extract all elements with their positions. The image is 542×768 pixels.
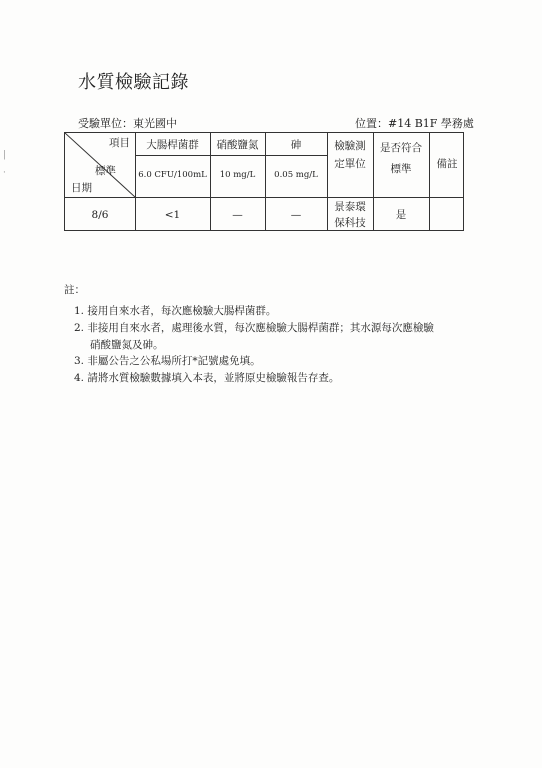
- note-item: 1. 接用自來水者，每次應檢驗大腸桿菌群。: [74, 305, 277, 317]
- col-header-arsenic: 砷: [290, 139, 302, 151]
- row-value-arsenic: —: [290, 209, 302, 221]
- note-item: 4. 請將水質檢驗數據填入本表，並將原史檢驗報告存查。: [74, 372, 340, 385]
- corner-date-label: 日期: [71, 182, 92, 194]
- inspected-unit: 受驗單位：東光國中: [78, 117, 177, 130]
- grid-line: [65, 197, 463, 198]
- grid-line: [429, 133, 430, 230]
- note-item: 3. 非屬公告之公私場所打*記號處免填。: [74, 355, 261, 368]
- scan-artifact: |: [3, 150, 7, 160]
- compliance-line-1: 是否符合: [380, 142, 422, 154]
- grid-line: [135, 155, 327, 156]
- document-title: 水質檢驗記錄: [78, 72, 189, 93]
- lab-name-line-1: 景泰環: [334, 201, 366, 213]
- col-header-compliance: [373, 138, 429, 180]
- note-item-continuation: 硝酸鹽氮及砷。: [90, 338, 164, 351]
- note-item: 2. 非接用自來水者，處理後水質，每次應檢驗大腸桿菌群；其水源每次應檢驗: [74, 321, 434, 334]
- row-date: 8/6: [91, 209, 109, 221]
- compliance-line-2: 標準: [390, 163, 412, 175]
- water-quality-table: [64, 132, 464, 231]
- standard-arsenic: 0.05 mg/L: [274, 170, 318, 180]
- lab-name-line-2: 保科技: [334, 217, 366, 230]
- corner-standard-label: 標準: [95, 165, 116, 177]
- standard-coliform: 6.0 CFU/100mL: [138, 170, 207, 180]
- col-header-lab-unit: [327, 138, 373, 174]
- row-lab: [327, 199, 373, 232]
- lab-unit-line-1: 檢驗測: [334, 140, 366, 152]
- standard-nitrate: 10 mg/L: [219, 170, 256, 180]
- notes-section: [64, 282, 484, 387]
- col-header-nitrate: 硝酸鹽氮: [216, 139, 259, 151]
- notes-heading: 註：: [64, 284, 85, 296]
- location: 位置：#14 B1F 學務處: [355, 117, 474, 130]
- notes-list: [64, 303, 484, 387]
- row-value-nitrate: —: [232, 209, 243, 221]
- col-header-remark: 備註: [436, 158, 458, 170]
- row-value-coliform: <1: [164, 209, 181, 221]
- col-header-coliform: 大腸桿菌群: [146, 139, 199, 151]
- scan-artifact: ·: [3, 168, 6, 178]
- corner-item-label: 項目: [109, 137, 130, 149]
- row-compliant: 是: [395, 209, 407, 221]
- lab-unit-line-2: 定單位: [334, 157, 366, 170]
